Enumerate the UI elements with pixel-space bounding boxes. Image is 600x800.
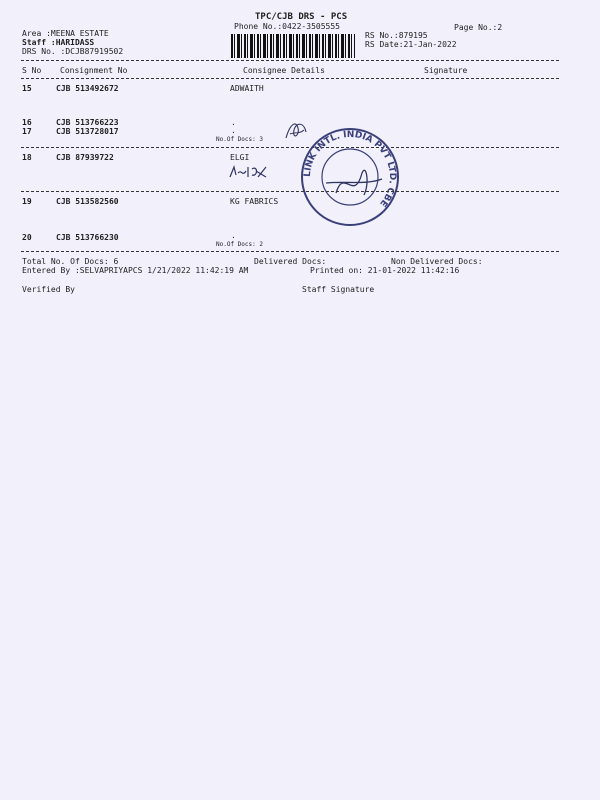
row-sno: 19 [22, 197, 32, 206]
page-number: Page No.:2 [454, 23, 503, 32]
divider [21, 147, 559, 148]
row-sno: 15 [22, 84, 32, 93]
divider [21, 191, 559, 192]
row-consignee: ADWAITH [230, 84, 264, 93]
row-consignment: CJB 513492672 [56, 84, 119, 93]
dot-mark: · [231, 128, 236, 137]
row-sno: 17 [22, 127, 32, 136]
area-label: Area :MEENA ESTATE [22, 29, 109, 38]
row-consignment: CJB 87939722 [56, 153, 114, 162]
handwritten-signature [228, 163, 274, 181]
drs-number: DRS No. :DCJB87919502 [22, 47, 124, 56]
staff-label: Staff :HARIDASS [22, 38, 95, 47]
non-delivered-docs: Non Delivered Docs: [391, 257, 483, 266]
row-consignment: CJB 513582560 [56, 197, 119, 206]
col-consignee: Consignee Details [243, 66, 325, 75]
col-signature: Signature [424, 66, 468, 75]
stamp-text: LINK INTL. INDIA PVT LTD. CBE [302, 129, 398, 209]
group-doc-count: No.Of Docs: 3 [216, 136, 263, 143]
group-doc-count: No.Of Docs: 2 [216, 241, 263, 248]
col-sno: S No [22, 66, 42, 75]
report-title: TPC/CJB DRS - PCS [255, 12, 348, 22]
row-sno: 18 [22, 153, 32, 162]
divider [21, 78, 559, 79]
row-consignment: CJB 513766230 [56, 233, 119, 242]
row-sno: 20 [22, 233, 32, 242]
phone-number: Phone No.:0422-3505555 [234, 22, 340, 31]
company-stamp [296, 123, 404, 231]
divider [21, 60, 559, 61]
dot-mark: · [231, 120, 236, 129]
row-consignee: ELGI [230, 153, 250, 162]
rs-number: RS No.:879195 [365, 31, 428, 40]
row-sno: 16 [22, 118, 32, 127]
row-consignee: KG FABRICS [230, 197, 279, 206]
verified-by: Verified By [22, 285, 75, 294]
rs-date: RS Date:21-Jan-2022 [365, 40, 457, 49]
barcode [231, 34, 355, 58]
staff-signature: Staff Signature [302, 285, 375, 294]
printed-on: Printed on: 21-01-2022 11:42:16 [310, 266, 460, 275]
total-docs: Total No. Of Docs: 6 [22, 257, 119, 266]
dot-mark: · [231, 233, 236, 242]
entered-by: Entered By :SELVAPRIYAPCS 1/21/2022 11:42:19 AM [22, 266, 249, 275]
delivered-docs: Delivered Docs: [254, 257, 327, 266]
row-consignment: CJB 513728017 [56, 127, 119, 136]
divider [21, 251, 559, 252]
row-consignment: CJB 513766223 [56, 118, 119, 127]
col-consignment: Consignment No [60, 66, 128, 75]
